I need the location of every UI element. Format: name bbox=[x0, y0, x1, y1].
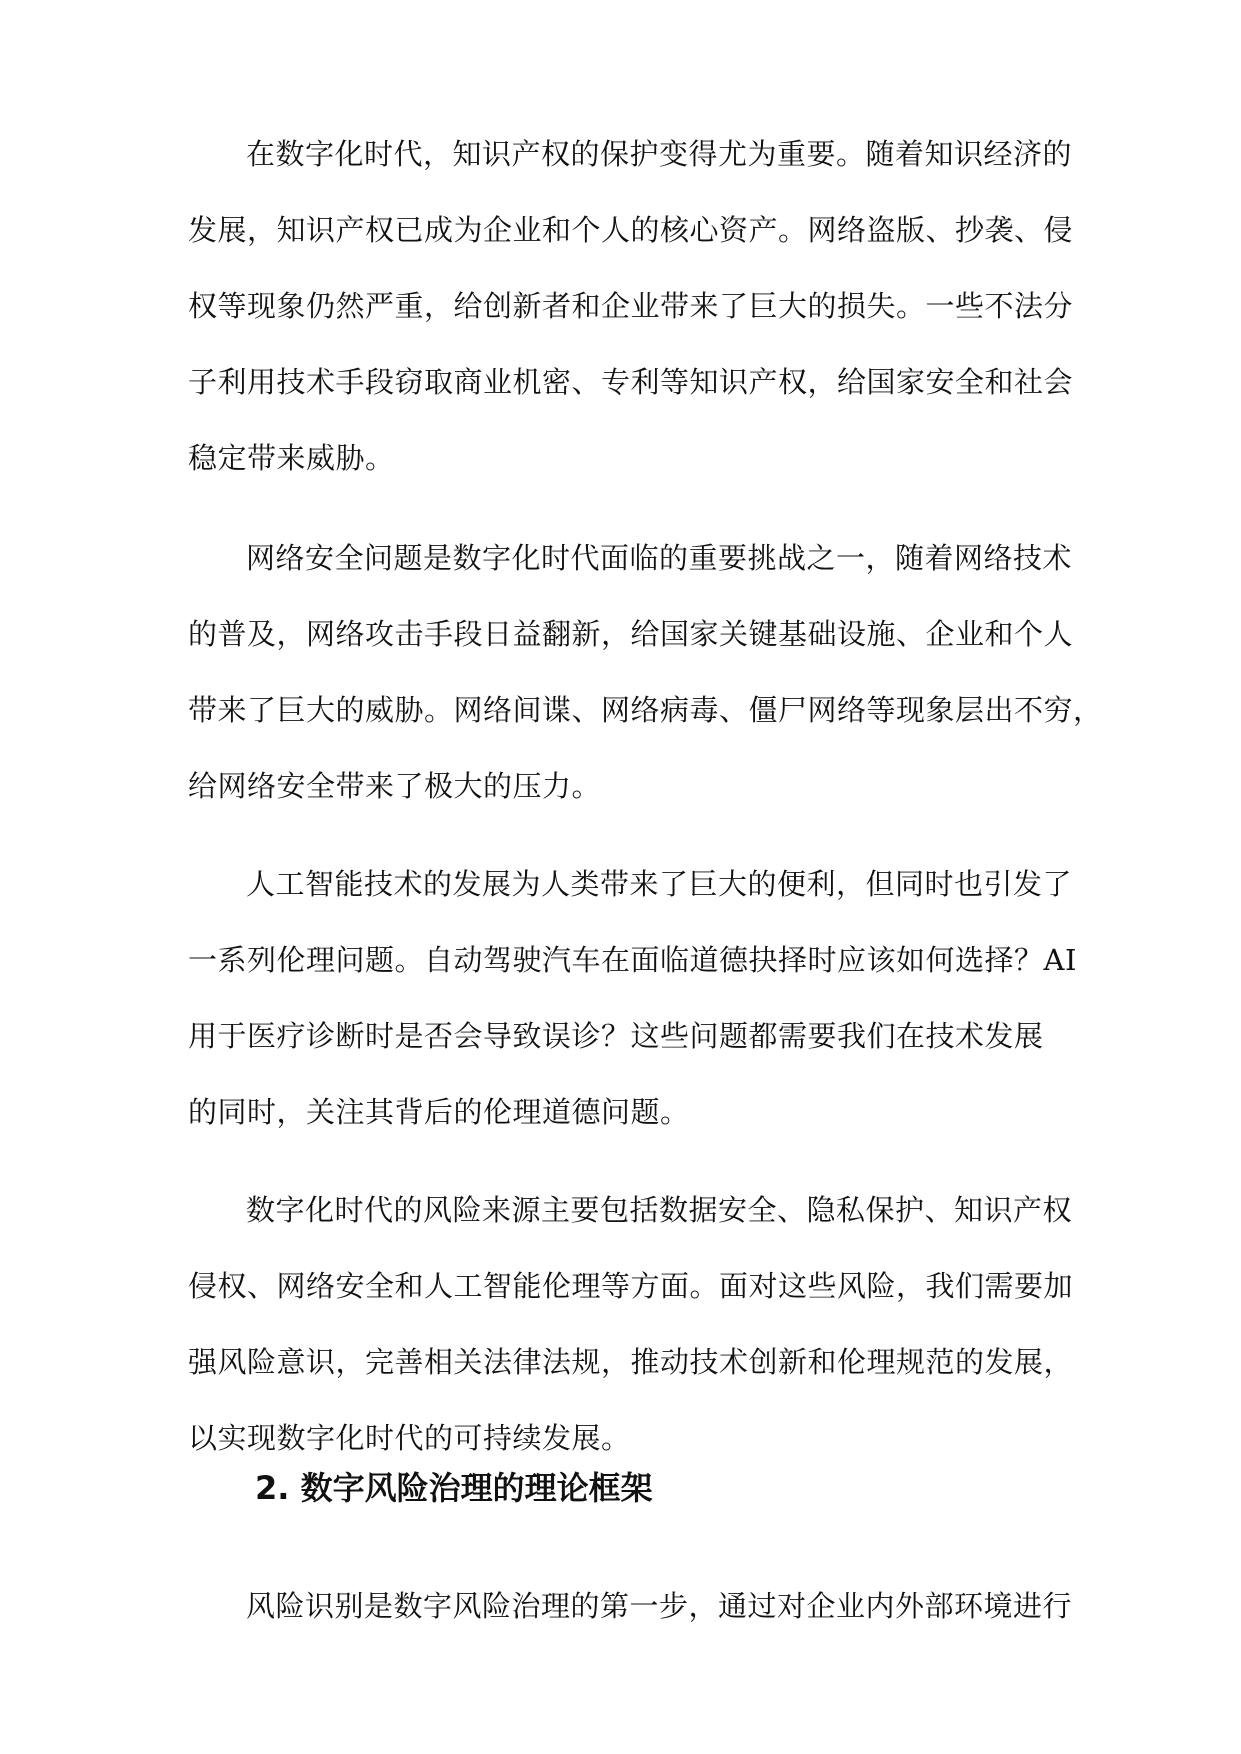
paragraph-ip-protection bbox=[188, 116, 1074, 496]
text-line: 用于医疗诊断时是否会导致误诊？这些问题都需要我们在技术发展 bbox=[188, 1019, 1044, 1053]
text-line: 发展，知识产权已成为企业和个人的核心资产。网络盗版、抄袭、侵 bbox=[188, 213, 1074, 247]
text-line: 在数字化时代，知识产权的保护变得尤为重要。随着知识经济的 bbox=[246, 137, 1073, 171]
text-line: 稳定带来威胁。 bbox=[188, 441, 395, 475]
text-line: 带来了巨大的威胁。网络间谍、网络病毒、僵尸网络等现象层出不穷， bbox=[188, 693, 1103, 727]
text-line: 权等现象仍然严重，给创新者和企业带来了巨大的损失。一些不法分 bbox=[188, 289, 1074, 323]
text-line: 网络安全问题是数字化时代面临的重要挑战之一，随着网络技术 bbox=[246, 541, 1073, 575]
paragraph-risk-sources bbox=[188, 1172, 1074, 1476]
paragraph-network-security bbox=[188, 520, 1103, 824]
text-line: 子利用技术手段窃取商业机密、专利等知识产权，给国家安全和社会 bbox=[188, 365, 1074, 399]
paragraph-risk-identification bbox=[188, 1568, 1073, 1644]
text-line: 的同时，关注其背后的伦理道德问题。 bbox=[188, 1095, 690, 1129]
text-line: 一系列伦理问题。自动驾驶汽车在面临道德抉择时应该如何选择？AI bbox=[188, 943, 1077, 977]
text-line: 给网络安全带来了极大的压力。 bbox=[188, 769, 602, 803]
paragraph-ai-ethics bbox=[188, 846, 1077, 1150]
text-line: 的普及，网络攻击手段日益翻新，给国家关键基础设施、企业和个人 bbox=[188, 617, 1074, 651]
text-line: 人工智能技术的发展为人类带来了巨大的便利，但同时也引发了 bbox=[246, 867, 1073, 901]
text-line: 强风险意识，完善相关法律法规，推动技术创新和伦理规范的发展， bbox=[188, 1345, 1074, 1379]
text-line: 风险识别是数字风险治理的第一步，通过对企业内外部环境进行 bbox=[246, 1589, 1073, 1623]
text-line: 侵权、网络安全和人工智能伦理等方面。面对这些风险，我们需要加 bbox=[188, 1269, 1074, 1303]
text-line: 数字化时代的风险来源主要包括数据安全、隐私保护、知识产权 bbox=[246, 1193, 1073, 1227]
text-line: 以实现数字化时代的可持续发展。 bbox=[188, 1421, 631, 1455]
section-heading: 2. 数字风险治理的理论框架 bbox=[255, 1469, 653, 1507]
